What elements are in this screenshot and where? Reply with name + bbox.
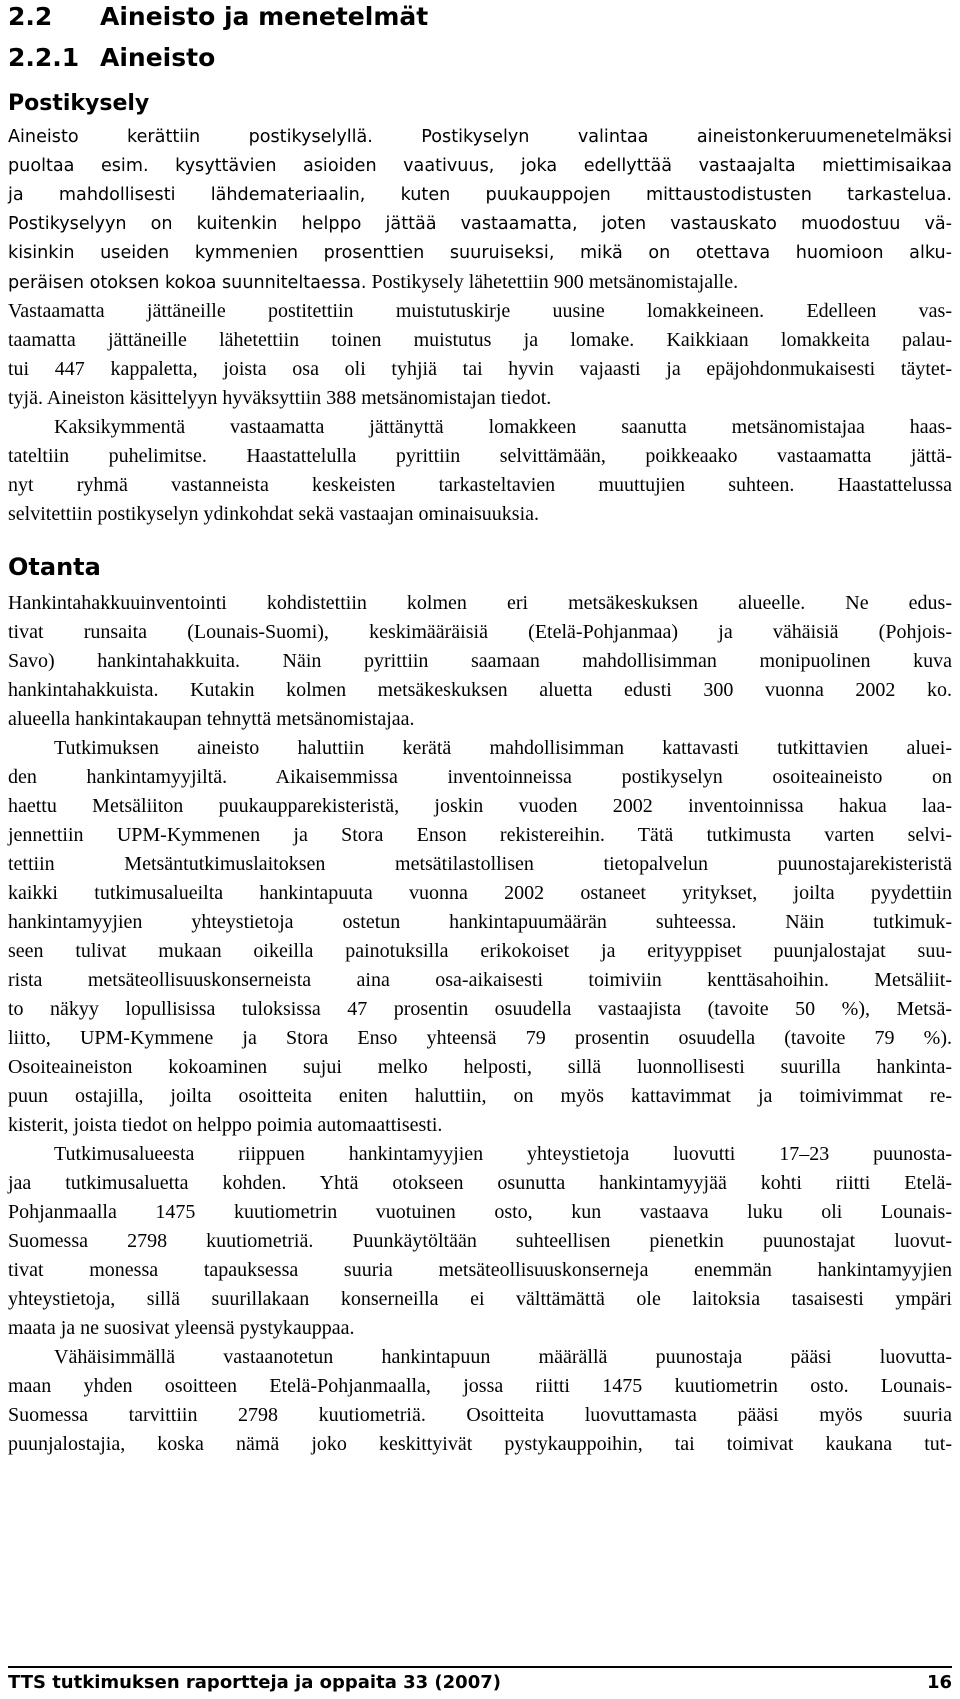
text-line: Vastaamatta jättäneille postitettiin muistutuskirje uusine lomakkeineen. Edelleen vas-	[8, 300, 952, 322]
text-line: kisinkin useiden kymmenien prosenttien suuruiseksi, mikä on otettava huomioon alku-	[8, 243, 952, 263]
postikysely-paragraph-serif	[8, 297, 952, 529]
text-line: puunjalostajia, koska nämä joko keskittyivät pystykauppoihin, tai toimivat kaukana tut-	[8, 1433, 952, 1455]
text-run: Postikysely lähetettiin 900 metsänomistajalle.	[366, 271, 739, 293]
text-line: maan yhden osoitteen Etelä-Pohjanmaalla, jossa riitti 1475 kuutiometrin osto. Lounais-	[8, 1375, 952, 1397]
text-line: Pohjanmaalla 1475 kuutiometrin vuotuinen osto, kun vastaava luku oli Lounais-	[8, 1201, 952, 1223]
text-line: Aineisto kerättiin postikyselyllä. Postikyselyn valintaa aineistonkeruumenetelmäksi	[8, 127, 952, 147]
text-line: liitto, UPM-Kymmene ja Stora Enso yhteensä 79 prosentin osuudella (tavoite 79 %).	[8, 1027, 952, 1049]
text-line: Suomessa 2798 kuutiometriä. Puunkäytöltään suhteellisen pienetkin puunostajat luovut-	[8, 1230, 952, 1252]
subsection-heading	[8, 43, 215, 73]
page-number: 16	[926, 1672, 952, 1693]
text-line: alueella hankintakaupan tehnyttä metsänomistajaa.	[8, 708, 415, 730]
text-line: kisterit, joista tiedot on helppo poimia automaattisesti.	[8, 1114, 443, 1136]
otanta-heading: Otanta	[8, 553, 101, 581]
text-line: tyjä. Aineiston käsittelyyn hyväksyttiin 388 metsänomistajan tiedot.	[8, 387, 552, 409]
otanta-paragraphs	[8, 589, 952, 1459]
text-line: to näkyy lopullisissa tuloksissa 47 prosentin osuudella vastaajista (tavoite 50 %), Metsä-	[8, 998, 952, 1020]
section-title: Aineisto ja menetelmät	[100, 2, 429, 31]
text-run: peräisen otoksen kokoa suunniteltaessa.	[8, 273, 367, 293]
text-line: nyt ryhmä vastanneista keskeisten tarkasteltavien muuttujien suhteen. Haastattelussa	[8, 474, 952, 496]
text-line: Tutkimusalueesta riippuen hankintamyyjien yhteystietoja luovutti 17–23 puunosta-	[54, 1143, 952, 1165]
text-line: tui 447 kappaletta, joista osa oli tyhjiä tai hyvin vajaasti ja epäjohdonmukaisesti täytet-	[8, 358, 952, 380]
text-line: yhteystietoja, sillä suurillakaan konserneilla ei välttämättä ole laitoksia tasaisesti ympäri	[8, 1288, 952, 1310]
text-line: selvitettiin postikyselyn ydinkohdat sekä vastaajan ominaisuuksia.	[8, 503, 540, 525]
postikysely-paragraph-sans	[8, 123, 952, 297]
text-line: hankintamyyjien yhteystietoja ostetun hankintapuumäärän suhteessa. Näin tutkimuk-	[8, 911, 952, 933]
text-line: ja mahdollisesti lähdemateriaalin, kuten puukauppojen mittaustodistusten tarkastelua.	[8, 185, 952, 205]
postikysely-heading: Postikysely	[8, 91, 150, 116]
text-line: seen tulivat mukaan oikeilla painotuksilla erikokoiset ja erityyppiset puunjalostajat suu-	[8, 940, 952, 962]
text-line: rista metsäteollisuuskonserneista aina osa-aikaisesti toimiviin kenttäsahoihin. Metsäliit-	[8, 969, 952, 991]
text-line: Postikyselyyn on kuitenkin helppo jättää vastaamatta, joten vastauskato muodostuu vä-	[8, 214, 952, 234]
text-line: tettiin Metsäntutkimuslaitoksen metsätilastollisen tietopalvelun puunostajarekisteristä	[8, 853, 952, 875]
section-number: 2.2	[8, 2, 53, 31]
text-line: tateltiin puhelimitse. Haastattelulla pyrittiin selvittämään, poikkeaako vastaamatta jättä-	[8, 445, 952, 467]
text-line: tivat runsaita (Lounais-Suomi), keskimääräisiä (Etelä-Pohjanmaa) ja vähäisiä (Pohjois-	[8, 621, 952, 643]
text-line: Hankintahakkuuinventointi kohdistettiin kolmen eri metsäkeskuksen alueelle. Ne edus-	[8, 592, 952, 614]
text-line: puoltaa esim. kysyttävien asioiden vaativuus, joka edellyttää vastaajalta miettimisaikaa	[8, 156, 952, 176]
text-line: hankintahakkuista. Kutakin kolmen metsäkeskuksen aluetta edusti 300 vuonna 2002 ko.	[8, 679, 952, 701]
text-line: den hankintamyyjiltä. Aikaisemmissa inventoinneissa postikyselyn osoiteaineisto on	[8, 766, 952, 788]
text-line: Vähäisimmällä vastaanotetun hankintapuun määrällä puunostaja pääsi luovutta-	[54, 1346, 952, 1368]
text-line: puun ostajilla, joilta osoitteita eniten haluttiin, on myös kattavimmat ja toimivimmat re-	[8, 1085, 952, 1107]
footer-series-title: TTS tutkimuksen raportteja ja oppaita 33 (2007)	[8, 1672, 501, 1693]
text-line	[8, 268, 952, 297]
subsection-number: 2.2.1	[8, 43, 80, 72]
text-line: Osoiteaineiston kokoaminen sujui melko helposti, sillä luonnollisesti suurilla hankinta-	[8, 1056, 952, 1078]
text-line: Suomessa tarvittiin 2798 kuutiometriä. Osoitteita luovuttamasta pääsi myös suuria	[8, 1404, 952, 1426]
subsection-title: Aineisto	[100, 43, 216, 72]
text-line: tivat monessa tapauksessa suuria metsäteollisuuskonserneja enemmän hankintamyyjien	[8, 1259, 952, 1281]
text-line: Kaksikymmentä vastaamatta jättänyttä lomakkeen saanutta metsänomistajaa haas-	[54, 416, 952, 438]
section-heading	[8, 2, 428, 32]
text-line: Tutkimuksen aineisto haluttiin kerätä mahdollisimman kattavasti tutkittavien aluei-	[54, 737, 952, 759]
footer-divider	[8, 1666, 952, 1668]
text-line: taamatta jättäneille lähetettiin toinen muistutus ja lomake. Kaikkiaan lomakkeita palau-	[8, 329, 952, 351]
text-line: Savo) hankintahakkuita. Näin pyrittiin saamaan mahdollisimman monipuolinen kuva	[8, 650, 952, 672]
text-line: jaa tutkimusaluetta kohden. Yhtä otokseen osunutta hankintamyyjää kohti riitti Etelä-	[8, 1172, 952, 1194]
text-line: maata ja ne suosivat yleensä pystykauppaa.	[8, 1317, 355, 1339]
text-line: haettu Metsäliiton puukaupparekisteristä, joskin vuoden 2002 inventoinnissa hakua laa-	[8, 795, 952, 817]
text-line: kaikki tutkimusalueilta hankintapuuta vuonna 2002 ostaneet yritykset, joilta pyydettiin	[8, 882, 952, 904]
text-line: jennettiin UPM-Kymmenen ja Stora Enson rekistereihin. Tätä tutkimusta varten selvi-	[8, 824, 952, 846]
